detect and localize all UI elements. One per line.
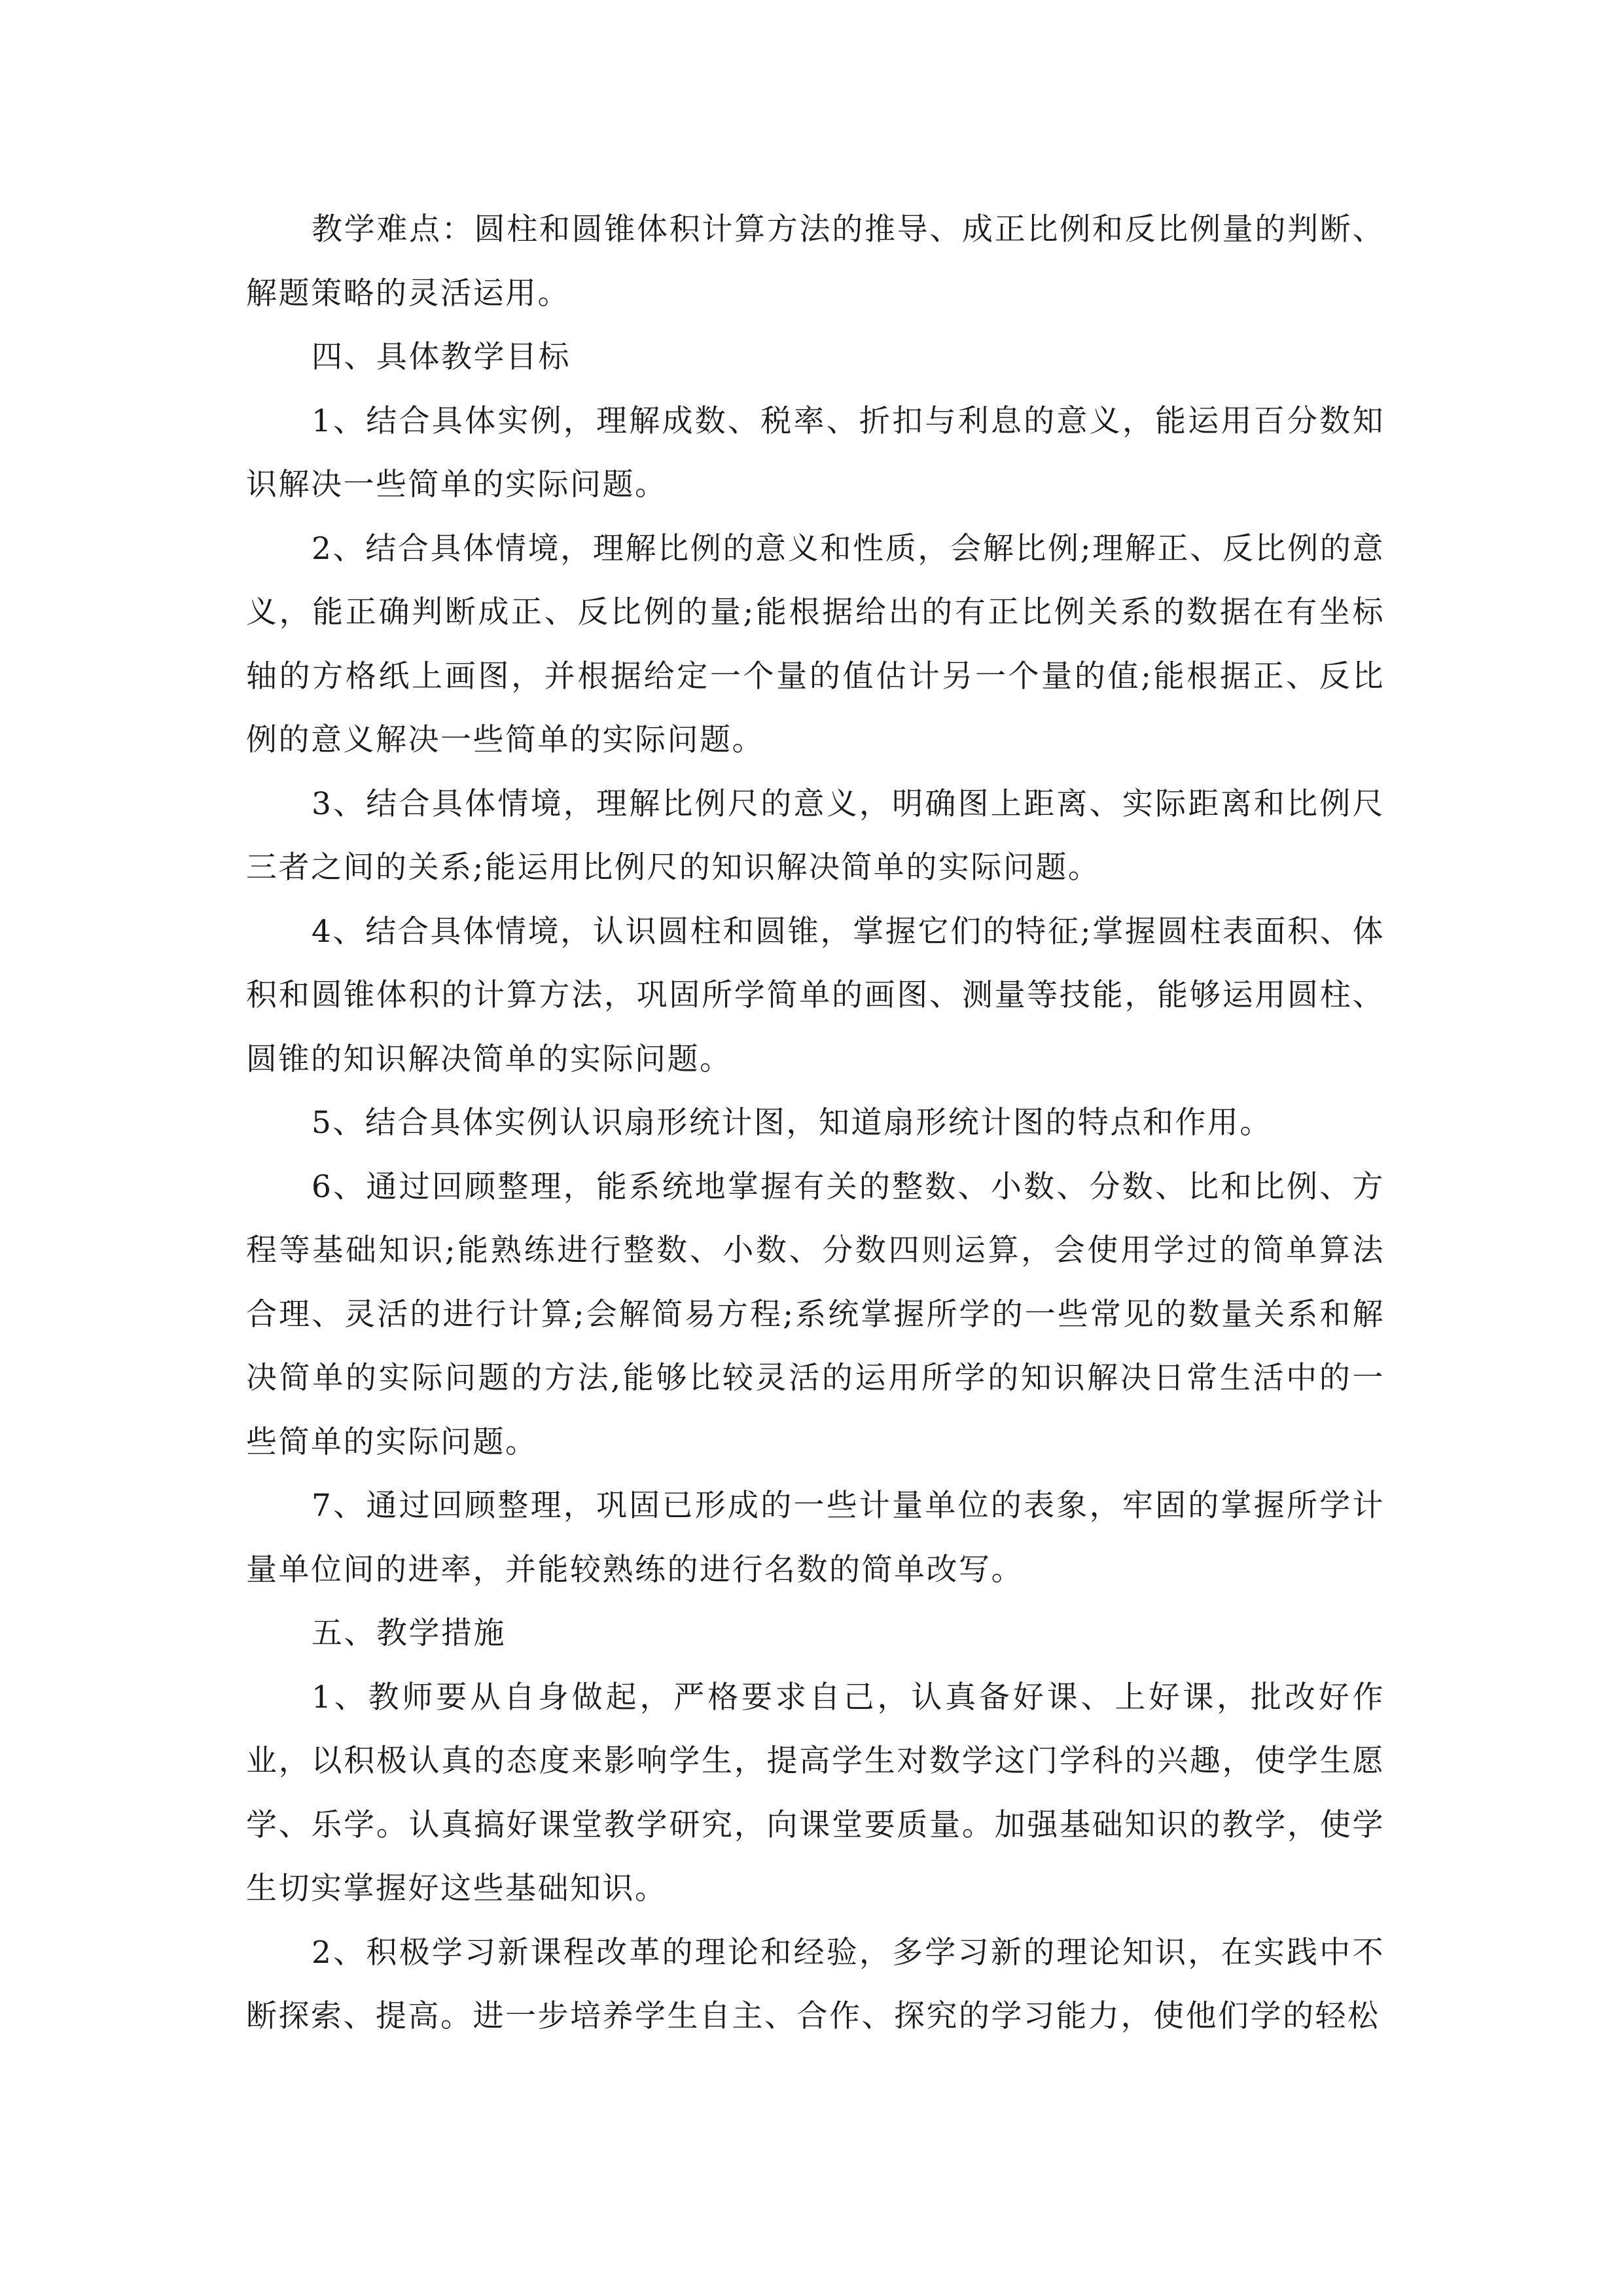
goal-item-2: 2、结合具体情境，理解比例的意义和性质，会解比例;理解正、反比例的意义，能正确判断成正、反比例的量;能根据给出的有正比例关系的数据在有坐标轴的方格纸上画图，并根据给定一个量的值估计另一个量的值;能根据正、反比例的意义解决一些简单的实际问题。	[246, 530, 1385, 758]
measure-item-1: 1、教师要从自身做起，严格要求自己，认真备好课、上好课，批改好作业，以积极认真的态度来影响学生，提高学生对数学这门学科的兴趣，使学生愿学、乐学。认真搞好课堂教学研究，向课堂要质量。加强基础知识的教学，使学生切实掌握好这些基础知识。	[246, 1679, 1385, 1907]
goal-item-6: 6、通过回顾整理，能系统地掌握有关的整数、小数、分数、比和比例、方程等基础知识;能熟练进行整数、小数、分数四则运算，会使用学过的简单算法合理、灵活的进行计算;会解简易方程;系统掌握所学的一些常见的数量关系和解决简单的实际问题的方法,能够比较灵活的运用所学的知识解决日常生活中的一些简单的实际问题。	[246, 1168, 1385, 1460]
document-body	[246, 198, 1385, 2049]
goal-item-1: 1、结合具体实例，理解成数、税率、折扣与利息的意义，能运用百分数知识解决一些简单的实际问题。	[246, 403, 1385, 503]
paragraph-teaching-difficulty: 教学难点：圆柱和圆锥体积计算方法的推导、成正比例和反比例量的判断、解题策略的灵活运用。	[246, 211, 1385, 312]
section-heading-specific-goals: 四、具体教学目标	[312, 339, 571, 375]
goal-item-4: 4、结合具体情境，认识圆柱和圆锥，掌握它们的特征;掌握圆柱表面积、体积和圆锥体积的计算方法，巩固所学简单的画图、测量等技能，能够运用圆柱、圆锥的知识解决简单的实际问题。	[246, 913, 1385, 1077]
goal-item-7: 7、通过回顾整理，巩固已形成的一些计量单位的表象，牢固的掌握所学计量单位间的进率，并能较熟练的进行名数的简单改写。	[246, 1488, 1385, 1588]
goal-item-5: 5、结合具体实例认识扇形统计图，知道扇形统计图的特点和作用。	[312, 1105, 1272, 1141]
goal-item-3: 3、结合具体情境，理解比例尺的意义，明确图上距离、实际距离和比例尺三者之间的关系;能运用比例尺的知识解决简单的实际问题。	[246, 785, 1385, 886]
section-heading-teaching-measures: 五、教学措施	[312, 1615, 506, 1651]
measure-item-2: 2、积极学习新课程改革的理论和经验，多学习新的理论知识，在实践中不断探索、提高。进一步培养学生自主、合作、探究的学习能力，使他们学的轻松	[246, 1934, 1385, 2034]
